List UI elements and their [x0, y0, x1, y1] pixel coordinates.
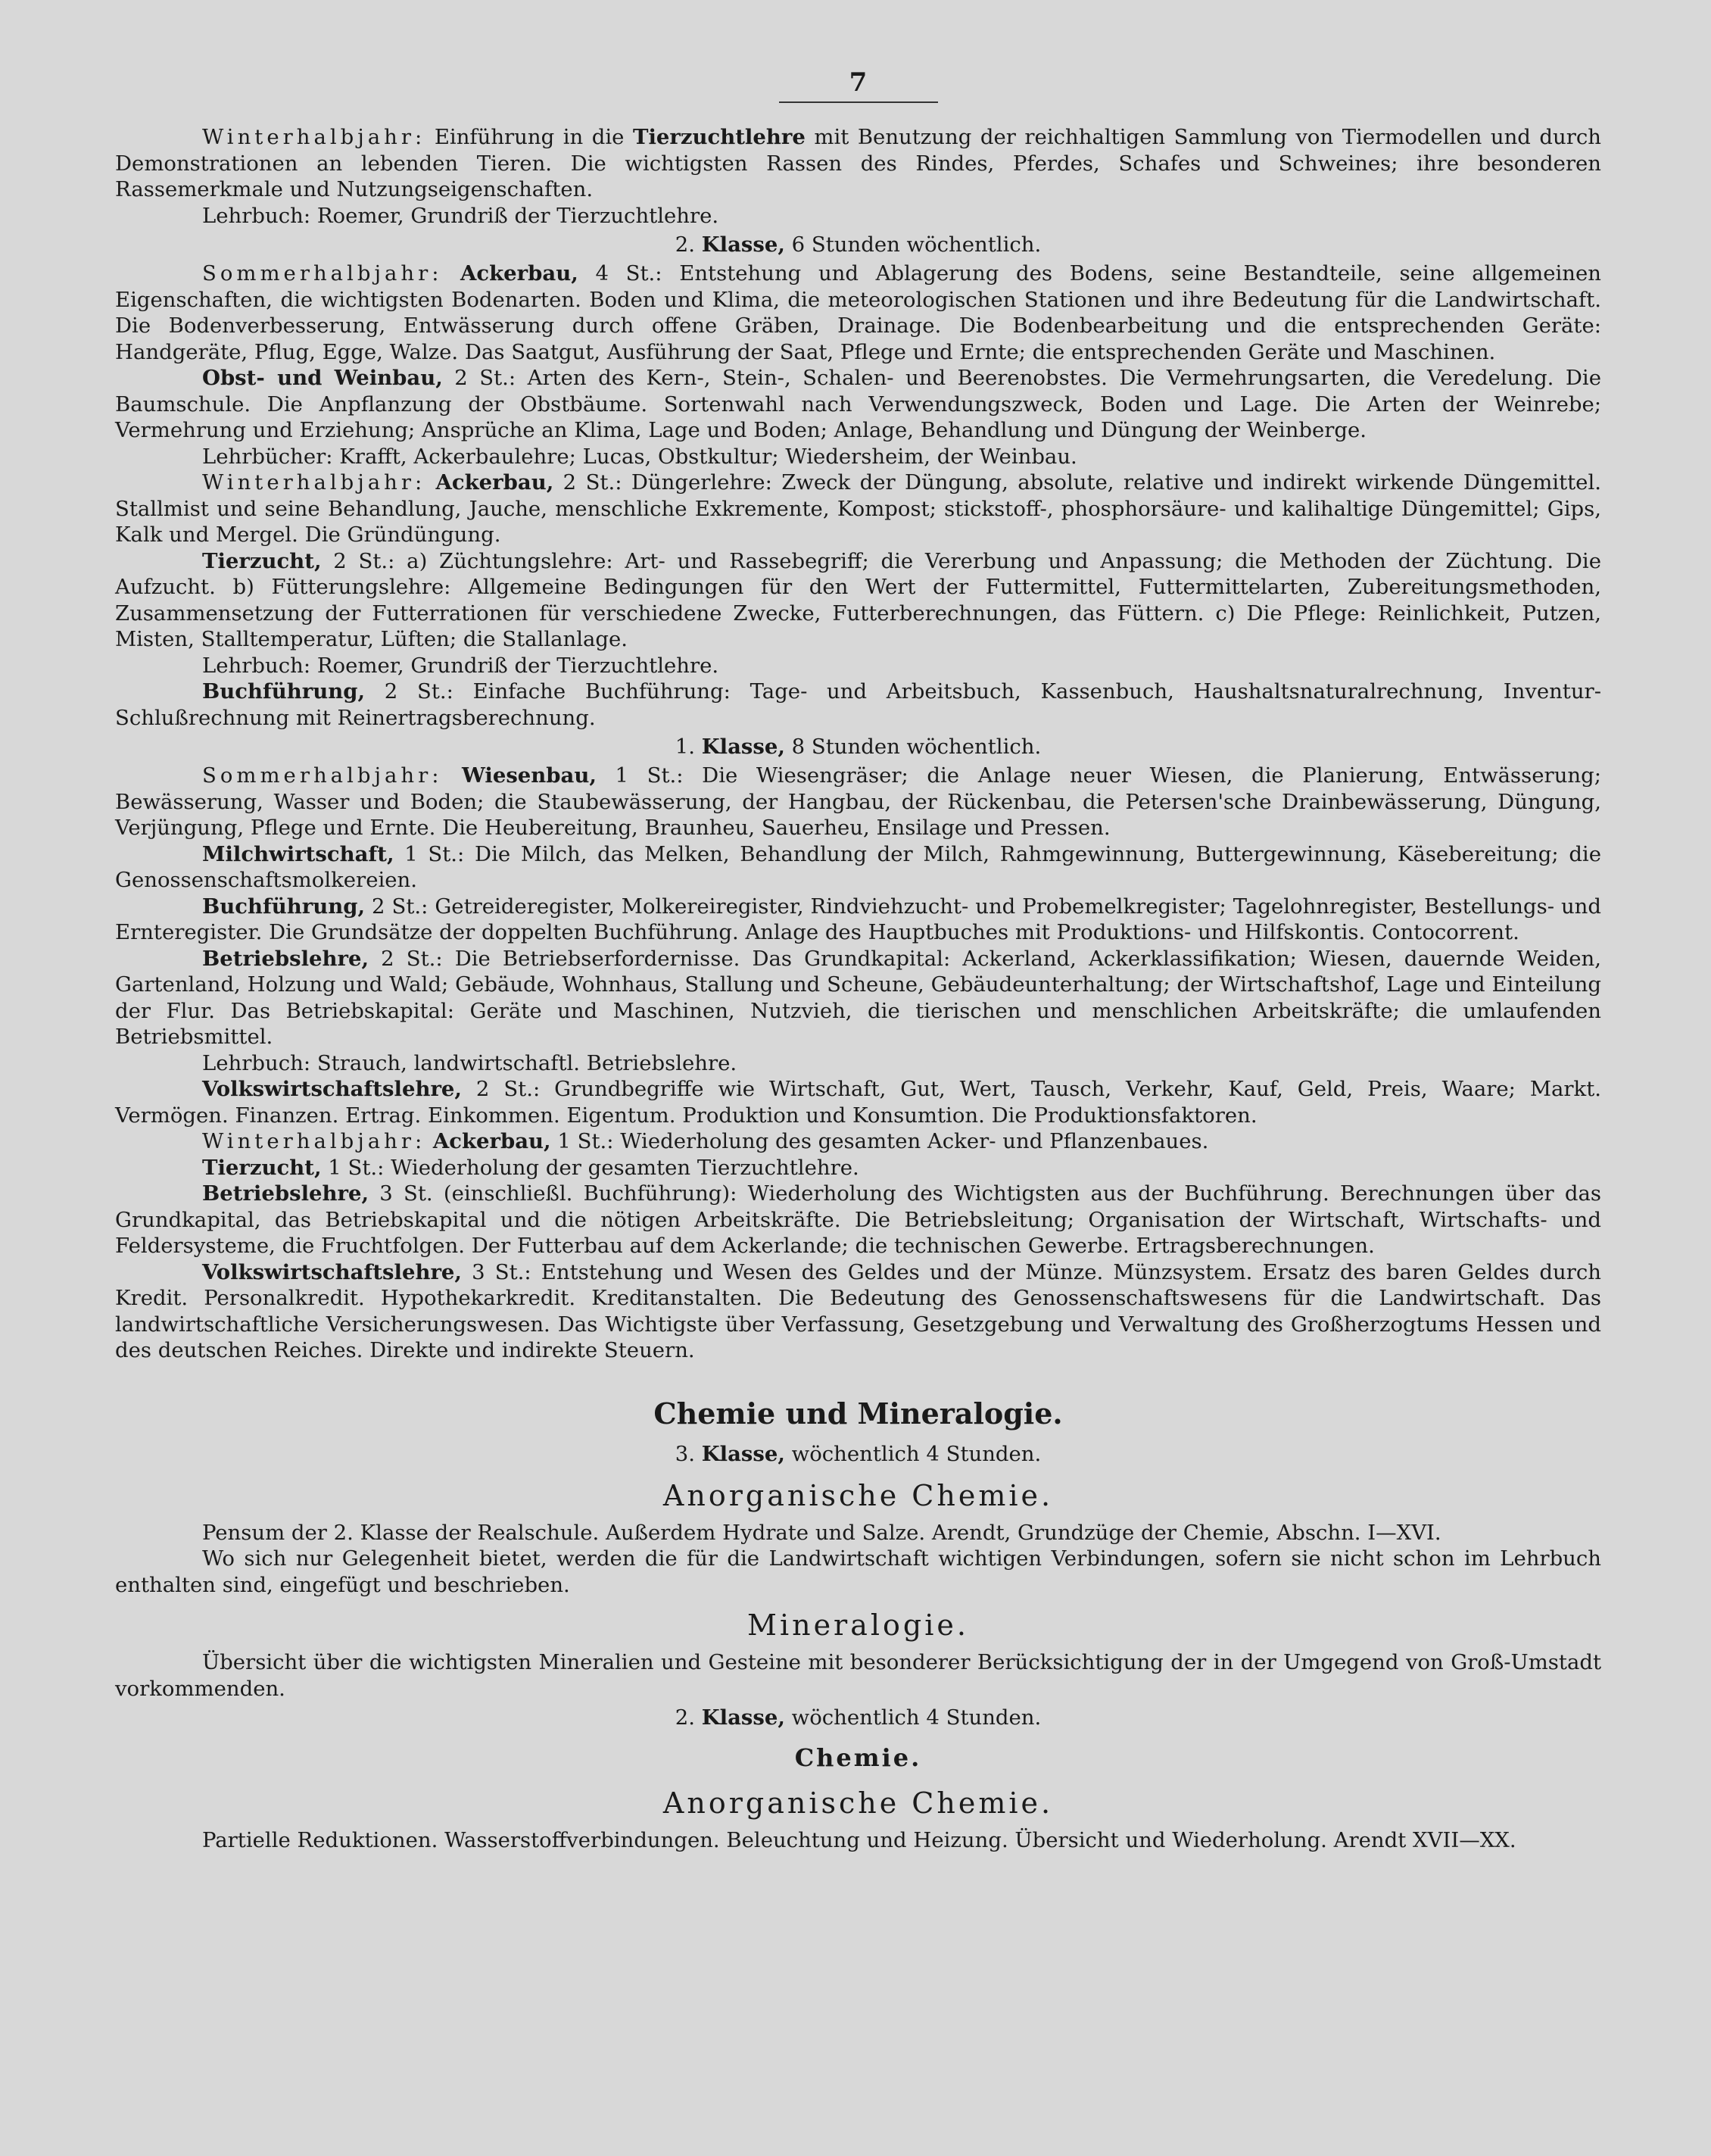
class-number: 1.: [675, 735, 702, 759]
subject-name: Betriebslehre,: [202, 1181, 369, 1206]
subsection-title-anorganische-chemie: Anorganische Chemie.: [662, 1478, 1054, 1512]
paragraph-text: 2 St.: Düngerlehre: Zweck der Düngung, absolute, relative und indirekt wirkende Düngemittel. Stallmist und seine Behandlung, Jauche, menschliche Exkremente, Kompost; stickstoff-, phosphorsäure- und kalihaltige Düngemittel; Gips, Kalk und Mergel. Die Gründüngung.: [115, 470, 1601, 547]
class-number: 3.: [675, 1441, 702, 1466]
k2-tierzucht: [115, 548, 1601, 653]
class-label: Klasse,: [701, 232, 785, 257]
subject-name: Betriebslehre,: [202, 946, 369, 971]
paragraph-text: 3 St. (einschließl. Buchführung): Wiederholung des Wichtigsten aus der Buchführung. Berechnungen über das Grundkapital, das Betriebskapital und die nötigen Arbeitskräfte. Die Betriebsleitung; Organisation der Wirtschaft, Wirtschafts- und Feldersysteme, die Fruchtfolgen. Der Futterbau auf dem Ackerlande; die technischen Gewerbe. Ertragsberechnungen.: [115, 1181, 1601, 1258]
anorganic-paragraph-1: Pensum der 2. Klasse der Realschule. Außerdem Hydrate und Salze. Arendt, Grundzüge der Chemie, Abschn. I—XVI.: [202, 1520, 1441, 1545]
k1-tierzucht: [115, 1155, 1601, 1181]
class-hours: 8 Stunden wöchentlich.: [784, 735, 1042, 759]
subject-name: Tierzucht,: [202, 1155, 322, 1180]
class-label: Klasse,: [701, 1441, 785, 1466]
k1-buchfuehrung: [115, 894, 1601, 946]
tierzucht-winter-paragraph: [115, 124, 1601, 203]
paragraph-text: 2 St.: Die Betriebserfordernisse. Das Grundkapital: Ackerland, Ackerklassifikation; Wiesen, dauernde Weiden, Gartenland, Holzung und Wald; Gebäude, Wohnhaus, Stallung und Scheune, Gebäudeunterhaltung; der Wirtschaftshof, Lage und Einteilung der Flur. Das Betriebskapital: Geräte und Maschinen, Nutzvieh, die tierischen und menschlichen Arbeitskräfte; die umlaufenden Betriebsmittel.: [115, 946, 1601, 1049]
mineralogy-paragraph: Übersicht über die wichtigsten Mineralien und Gesteine mit besonderer Berücksichtigung der in der Umgegend von Groß-Umstadt vorkommenden.: [115, 1650, 1601, 1701]
paragraph-text: 1 St.: Wiederholung des gesamten Acker- und Pflanzenbaues.: [550, 1129, 1209, 1153]
semester-label: Winterhalbjahr:: [202, 470, 426, 495]
class-hours: wöchentlich 4 Stunden.: [784, 1441, 1042, 1466]
class-hours: 6 Stunden wöchentlich.: [784, 232, 1042, 257]
section-title-chemie-mineralogie: Chemie und Mineralogie.: [653, 1396, 1063, 1431]
class-heading-1: [115, 732, 1601, 761]
page-number: 7: [849, 67, 868, 98]
paragraph-text: mit Benutzung der reichhaltigen Sammlung von Tiermodellen und durch Demonstrationen an lebenden Tieren. Die wichtigsten Rassen des Rindes, Pferdes, Schafes und Schweines; ihre besonderen Rassemerkmale und Nutzungseigenschaften.: [115, 125, 1602, 201]
paragraph-text: 1 St.: Wiederholung der gesamten Tierzuchtlehre.: [321, 1155, 859, 1180]
subject-name: Ackerbau,: [425, 470, 554, 495]
anorganic-paragraph-3: Partielle Reduktionen. Wasserstoffverbindungen. Beleuchtung und Heizung. Übersicht und Wiederholung. Arendt XVII—XX.: [202, 1828, 1516, 1852]
semester-label: Sommerhalbjahr:: [202, 763, 443, 788]
subject-name: Ackerbau,: [425, 1129, 551, 1153]
k2-summer-ackerbau: [115, 261, 1601, 365]
k2-buchfuehrung: [115, 679, 1601, 731]
subject-name: Buchführung,: [202, 894, 366, 919]
paragraph-text: 2 St.: Grundbegriffe wie Wirtschaft, Gut, Wert, Tausch, Verkehr, Kauf, Geld, Preis, Waare; Markt. Vermögen. Finanzen. Ertrag. Einkommen. Eigentum. Produktion und Konsumtion. Die Produktionsfaktoren.: [115, 1077, 1601, 1128]
paragraph-text: 3 St.: Entstehung und Wesen des Geldes und der Münze. Münzsystem. Ersatz des baren Geldes durch Kredit. Personalkredit. Hypothekarkredit. Kreditanstalten. Die Bedeutung des Genossenschaftswesens für die Landwirtschaft. Das landwirtschaftliche Versicherungswesen. Das Wichtigste über Verfassung, Gesetzgebung und Verwaltung des Großherzogtums Hessen und des deutschen Reiches. Direkte und indirekte Steuern.: [115, 1259, 1601, 1362]
class-label: Klasse,: [701, 735, 785, 759]
textbook-line: Lehrbuch: Roemer, Grundriß der Tierzuchtlehre.: [202, 653, 719, 678]
paragraph-text: 4 St.: Entstehung und Ablagerung des Bodens, seine Bestandteile, seine allgemeinen Eigenschaften, die wichtigsten Bodenarten. Boden und Klima, die meteorologischen Stationen und ihre Bedeutung für die Landwirtschaft. Die Bodenverbesserung, Entwässerung durch offene Gräben, Drainage. Die Bodenbearbeitung und die entsprechenden Geräte: Handgeräte, Pflug, Egge, Walze. Das Saatgut, Ausführung der Saat, Pflege und Ernte; die entsprechenden Geräte und Maschinen.: [115, 261, 1602, 364]
class-hours: wöchentlich 4 Stunden.: [784, 1705, 1042, 1730]
textbook-line: Lehrbuch: Roemer, Grundriß der Tierzuchtlehre.: [202, 203, 719, 228]
class-label: Klasse,: [701, 1705, 785, 1730]
k1-milchwirtschaft: [115, 841, 1601, 894]
subsection-title-chemie: Chemie.: [794, 1743, 922, 1772]
paragraph-text: 2 St.: a) Züchtungslehre: Art- und Rassebegriff; die Vererbung und Anpassung; die Methoden der Züchtung. Die Aufzucht. b) Fütterungslehre: Allgemeine Bedingungen für den Wert der Futtermittel, Futtermittelarten, Zubereitungsmethoden, Zusammensetzung der Futterrationen für verschiedene Zwecke, Futterberechnungen, das Füttern. c) Die Pflege: Reinlichkeit, Putzen, Misten, Stalltemperatur, Lüften; die Stallanlage.: [115, 548, 1601, 651]
subject-name: Ackerbau,: [442, 261, 578, 285]
k2-obst-weinbau: [115, 365, 1601, 444]
subject-name: Volkswirtschaftslehre,: [202, 1259, 462, 1284]
k1-betriebslehre: [115, 946, 1601, 1050]
class-number: 2.: [675, 1705, 702, 1730]
semester-label: Sommerhalbjahr:: [202, 261, 443, 285]
k1-winter-ackerbau: [115, 1128, 1601, 1155]
anorganic-paragraph-2: Wo sich nur Gelegenheit bietet, werden die für die Landwirtschaft wichtigen Verbindungen, sofern sie nicht schon im Lehrbuch enthalten sind, eingefügt und beschrieben.: [115, 1546, 1601, 1597]
class-heading-chem-2: [115, 1703, 1601, 1732]
subject-name: Tierzucht,: [202, 548, 322, 573]
subject-name: Obst- und Weinbau,: [202, 366, 443, 390]
k1-betriebslehre-winter: [115, 1181, 1601, 1259]
subject-name: Milchwirtschaft,: [202, 841, 394, 866]
class-heading-chem-3: [115, 1440, 1601, 1468]
paragraph-text: 1 St.: Die Milch, das Melken, Behandlung der Milch, Rahmgewinnung, Buttergewinnung, Käsebereitung; die Genossenschaftsmolkereien.: [115, 841, 1601, 892]
semester-label: Winterhalbjahr:: [202, 1129, 426, 1153]
paragraph-text: 2 St.: Arten des Kern-, Stein-, Schalen- und Beerenobstes. Die Vermehrungsarten, die Veredelung. Die Baumschule. Die Anpflanzung der Obstbäume. Sortenwahl nach Verwendungszweck, Boden und Lage. Die Arten der Weinrebe; Vermehrung und Erziehung; Ansprüche an Klima, Lage und Boden; Anlage, Behandlung und Düngung der Weinberge.: [115, 366, 1601, 442]
paragraph-text: 1 St.: Die Wiesengräser; die Anlage neuer Wiesen, die Planierung, Entwässerung; Bewässerung, Wasser und Boden; die Staubewässerung, der Hangbau, der Rückenbau, die Petersen'sche Drainbewässerung, Düngung, Verjüngung, Pflege und Ernte. Die Heubereitung, Braunheu, Sauerheu, Ensilage und Pressen.: [115, 763, 1601, 840]
class-number: 2.: [675, 232, 702, 257]
subject-name: Buchführung,: [202, 679, 366, 704]
textbook-line: Lehrbuch: Strauch, landwirtschaftl. Betriebslehre.: [202, 1050, 737, 1075]
paragraph-text: 2 St.: Getreideregister, Molkereiregister, Rindviehzucht- und Probemelkregister; Tagelohnregister, Bestellungs- und Ernteregister. Die Grundsätze der doppelten Buchführung. Anlage des Hauptbuches mit Produktions- und Hilfskontis. Contocorrent.: [115, 894, 1601, 944]
k1-summer-wiesenbau: [115, 763, 1601, 841]
k1-volkswirtschaftslehre-winter: [115, 1259, 1601, 1364]
subsection-title-mineralogie: Mineralogie.: [747, 1608, 969, 1642]
subsection-title-anorganische-chemie-2: Anorganische Chemie.: [662, 1786, 1054, 1820]
paragraph-text: Einführung in die: [425, 125, 633, 149]
semester-label: Winterhalbjahr:: [202, 125, 426, 149]
subject-name: Wiesenbau,: [442, 763, 597, 788]
textbook-line: Lehrbücher: Krafft, Ackerbaulehre; Lucas, Obstkultur; Wiedersheim, der Weinbau.: [202, 444, 1077, 469]
k1-volkswirtschaftslehre: [115, 1076, 1601, 1128]
subject-name: Volkswirtschaftslehre,: [202, 1077, 462, 1101]
paragraph-text: 2 St.: Einfache Buchführung: Tage- und Arbeitsbuch, Kassenbuch, Haushaltsnaturalrechnung, Inventur-Schlußrechnung mit Reinertragsberechnung.: [115, 679, 1601, 730]
k2-winter-ackerbau: [115, 470, 1601, 548]
subject-name: Tierzuchtlehre: [632, 125, 806, 149]
page-number-rule: [779, 101, 938, 103]
class-heading-2: [115, 230, 1601, 259]
